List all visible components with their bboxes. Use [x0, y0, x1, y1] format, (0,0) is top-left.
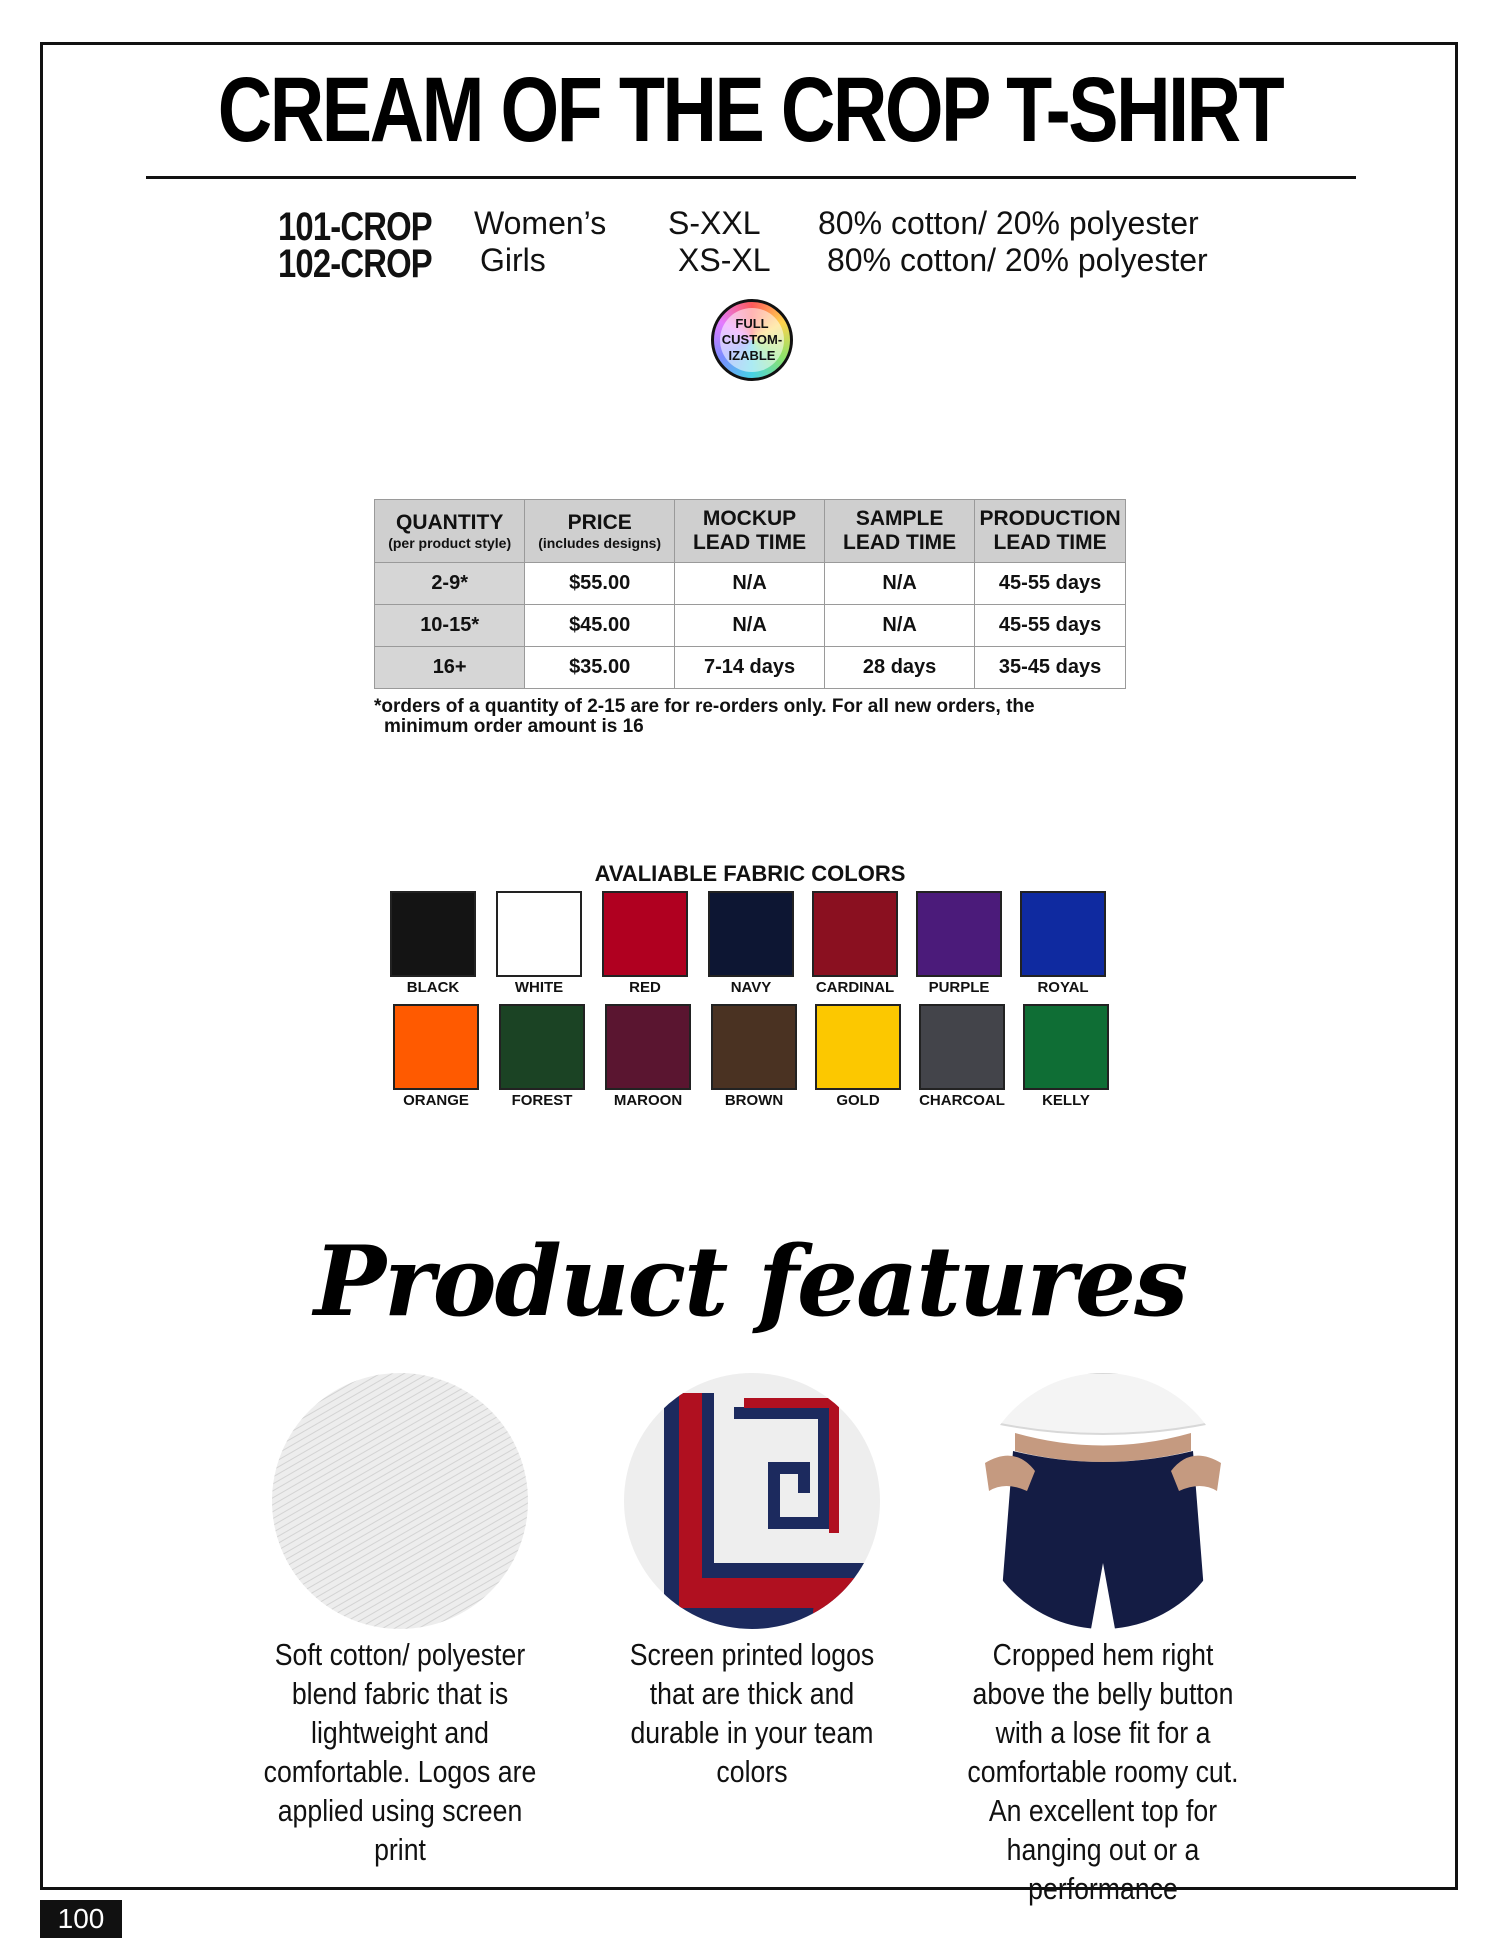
- header-main: PRICE: [567, 511, 632, 534]
- product-code: 101-CROP: [278, 205, 432, 249]
- product-sizes: XS-XL: [678, 242, 771, 278]
- fabric-texture-image: [272, 1373, 528, 1629]
- badge-text: FULL: [735, 316, 769, 331]
- color-swatch-cardinal: [812, 891, 898, 977]
- color-swatch-black: [390, 891, 476, 977]
- product-code: 102-CROP: [278, 242, 432, 286]
- quantity-cell: 2-9*: [375, 563, 525, 605]
- full-customizable-badge-icon: [711, 299, 793, 381]
- header-main: PRODUCTION: [979, 507, 1121, 530]
- header-main: SAMPLE: [855, 507, 944, 530]
- color-swatch-orange: [393, 1004, 479, 1090]
- color-swatch-red: [602, 891, 688, 977]
- table-row: [375, 605, 1126, 647]
- color-swatch-navy: [708, 891, 794, 977]
- sample-cell: N/A: [825, 605, 975, 647]
- quantity-cell: 16+: [375, 647, 525, 689]
- price-cell: $45.00: [525, 605, 675, 647]
- production-cell: 35-45 days: [975, 647, 1126, 689]
- page-number: 100: [40, 1900, 122, 1938]
- mockup-cell: N/A: [674, 605, 824, 647]
- header-main: MOCKUP: [702, 507, 797, 530]
- color-swatch-label: CHARCOAL: [919, 1092, 1005, 1109]
- column-header: [825, 500, 975, 563]
- product-fit: Girls: [480, 242, 546, 278]
- quantity-cell: 10-15*: [375, 605, 525, 647]
- feature-text: Screen printed logos that are thick and durable in your team colors: [629, 1637, 875, 1789]
- color-swatch-brown: [711, 1004, 797, 1090]
- header-sub: LEAD TIME: [843, 531, 957, 554]
- note-line: minimum order amount is 16: [384, 716, 644, 737]
- title-divider: [146, 176, 1356, 179]
- product-material: 80% cotton/ 20% polyester: [818, 205, 1199, 241]
- color-swatch-label: FOREST: [511, 1092, 573, 1109]
- color-swatch-label: GOLD: [836, 1092, 880, 1109]
- column-header: [975, 500, 1126, 563]
- price-cell: $55.00: [525, 563, 675, 605]
- order-note: [374, 697, 1154, 737]
- sample-cell: 28 days: [825, 647, 975, 689]
- cropped-hem-image: [975, 1373, 1231, 1629]
- product-fit: Women’s: [474, 205, 607, 241]
- color-swatch-white: [496, 891, 582, 977]
- badge-text: CUSTOM-: [721, 332, 783, 347]
- sample-cell: N/A: [825, 563, 975, 605]
- features-heading: Product features: [313, 1225, 1187, 1338]
- mockup-cell: 7-14 days: [674, 647, 824, 689]
- screen-printed-logo-image: [624, 1373, 880, 1629]
- note-line: *orders of a quantity of 2-15 are for re-orders only. For all new orders, the: [374, 696, 1035, 717]
- product-material: 80% cotton/ 20% polyester: [827, 242, 1208, 278]
- color-swatch-label: KELLY: [1042, 1092, 1090, 1109]
- header-sub: (includes designs): [538, 535, 662, 551]
- header-main: QUANTITY: [396, 511, 504, 534]
- color-swatch-charcoal: [919, 1004, 1005, 1090]
- color-swatch-gold: [815, 1004, 901, 1090]
- column-header: [674, 500, 824, 563]
- color-swatch-label: WHITE: [514, 979, 564, 996]
- color-swatch-label: NAVY: [730, 979, 772, 996]
- mockup-cell: N/A: [674, 563, 824, 605]
- product-sizes: S-XXL: [668, 205, 761, 241]
- color-swatch-forest: [499, 1004, 585, 1090]
- color-swatch-label: CARDINAL: [815, 979, 895, 996]
- header-sub: LEAD TIME: [692, 531, 807, 554]
- color-swatch-label: PURPLE: [928, 979, 990, 996]
- table-header-row: [375, 500, 1126, 563]
- color-swatch-label: BLACK: [406, 979, 460, 996]
- pricing-table: [374, 499, 1126, 689]
- color-swatch-royal: [1020, 891, 1106, 977]
- column-header: [525, 500, 675, 563]
- color-swatch-kelly: [1023, 1004, 1109, 1090]
- color-swatch-label: MAROON: [613, 1092, 683, 1109]
- production-cell: 45-55 days: [975, 563, 1126, 605]
- badge-text: IZABLE: [728, 348, 776, 363]
- feature-text: Soft cotton/ polyester blend fabric that is lightweight and comfortable. Logos are applied using screen print: [263, 1637, 537, 1867]
- header-sub: LEAD TIME: [993, 531, 1107, 554]
- color-swatch-purple: [916, 891, 1002, 977]
- colors-heading: AVALIABLE FABRIC COLORS: [594, 861, 906, 886]
- table-row: [375, 563, 1126, 605]
- header-sub: (per product style): [388, 535, 512, 551]
- color-swatch-label: RED: [629, 979, 661, 996]
- page-title: CREAM OF THE CROP T-SHIRT: [217, 59, 1283, 161]
- color-swatch-label: ORANGE: [403, 1092, 469, 1109]
- color-swatch-maroon: [605, 1004, 691, 1090]
- column-header: [375, 500, 525, 563]
- color-swatch-label: BROWN: [724, 1092, 784, 1109]
- feature-text: Cropped hem right above the belly button with a lose fit for a comfortable roomy cut. An excellent top for hanging out or a performance: [967, 1637, 1239, 1906]
- color-swatch-label: ROYAL: [1037, 979, 1089, 996]
- production-cell: 45-55 days: [975, 605, 1126, 647]
- table-row: [375, 647, 1126, 689]
- price-cell: $35.00: [525, 647, 675, 689]
